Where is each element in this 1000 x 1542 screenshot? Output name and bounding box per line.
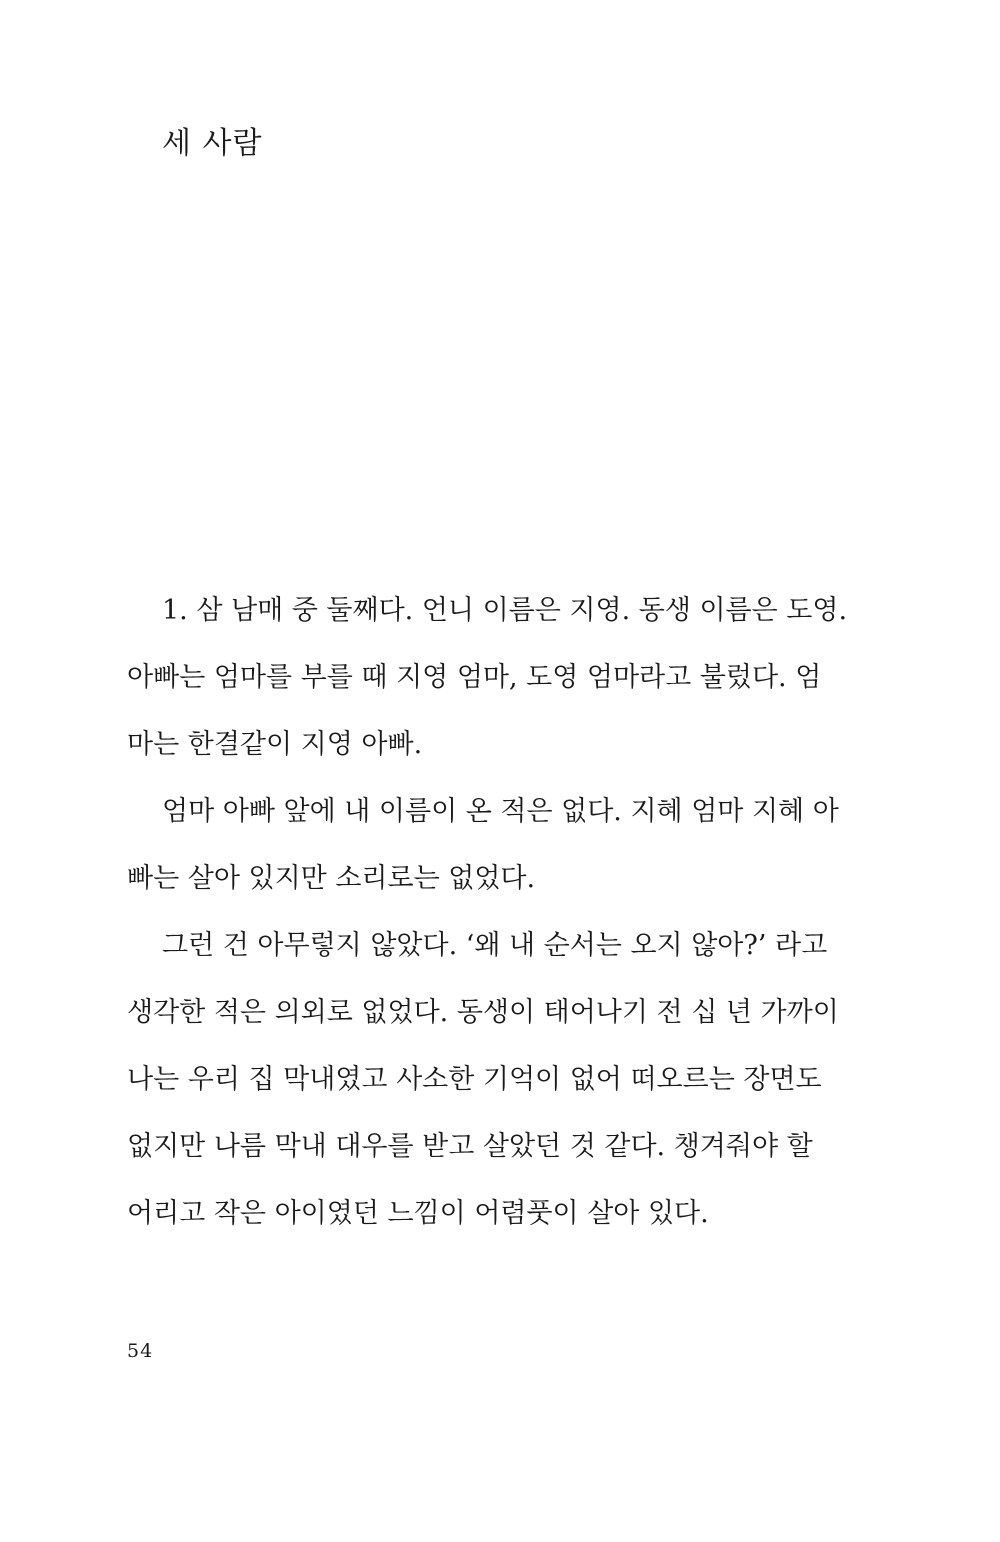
text-line: 빠는 살아 있지만 소리로는 없었다. [127, 863, 536, 894]
body-text [127, 588, 848, 1258]
text-line: 마는 한결같이 지영 아빠. [127, 729, 423, 760]
text-line: 어리고 작은 아이였던 느낌이 어렴풋이 살아 있다. [127, 1198, 709, 1229]
text-line: 그런 건 아무렇지 않았다. ‘왜 내 순서는 오지 않아?’ 라고 [162, 930, 828, 961]
text-line: 엄마 아빠 앞에 내 이름이 온 적은 없다. 지혜 엄마 지혜 아 [162, 796, 839, 827]
text-line: 아빠는 엄마를 부를 때 지영 엄마, 도영 엄마라고 불렀다. 엄 [127, 662, 822, 693]
page-number: 54 [127, 1340, 154, 1362]
chapter-title: 세 사람 [162, 126, 263, 161]
text-line: 생각한 적은 의외로 없었다. 동생이 태어나기 전 십 년 가까이 [127, 997, 839, 1028]
text-line: 나는 우리 집 막내였고 사소한 기억이 없어 떠오르는 장면도 [127, 1064, 822, 1095]
text-line: 없지만 나름 막내 대우를 받고 살았던 것 같다. 챙겨줘야 할 [127, 1131, 813, 1162]
text-line: 1. 삼 남매 중 둘째다. 언니 이름은 지영. 동생 이름은 도영. [162, 595, 848, 626]
